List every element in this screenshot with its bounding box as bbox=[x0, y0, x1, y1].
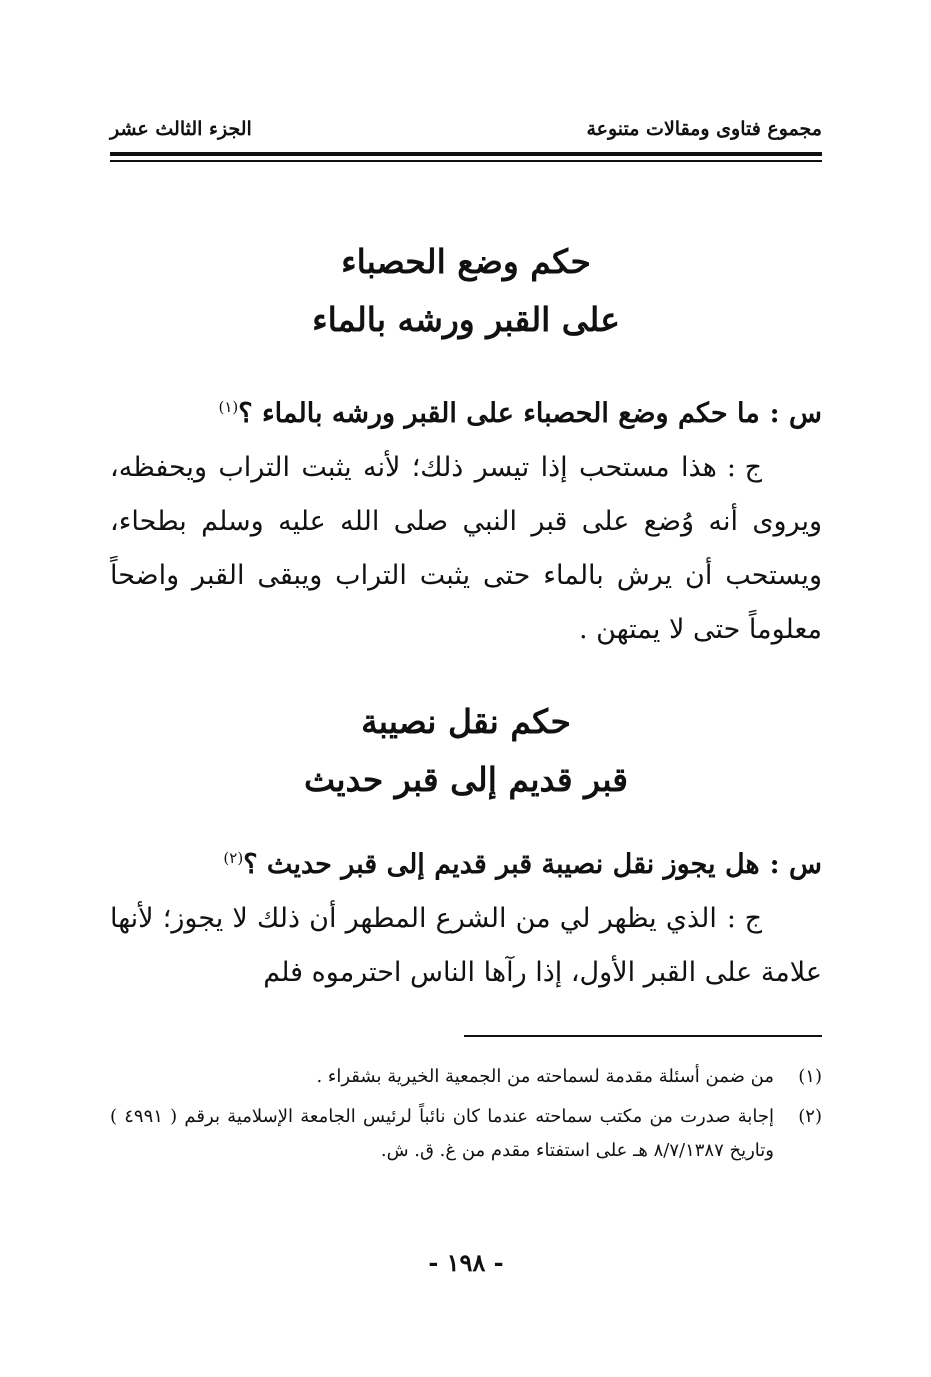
answer-label: ج : bbox=[726, 903, 762, 934]
question-text: هل يجوز نقل نصيبة قبر قديم إلى قبر حديث ؟ bbox=[243, 849, 760, 880]
section-heading bbox=[110, 693, 822, 809]
footnotes bbox=[110, 1060, 822, 1174]
heading-line: قبر قديم إلى قبر حديث bbox=[303, 760, 629, 799]
book-page bbox=[110, 100, 822, 1360]
answer bbox=[110, 892, 822, 1000]
footnote-number: (٢) bbox=[798, 1106, 822, 1127]
header-rule-thick bbox=[110, 152, 822, 156]
footnote-number: (١) bbox=[798, 1066, 822, 1087]
heading-line: حكم وضع الحصباء bbox=[341, 242, 591, 281]
footnote-marker: (٢) bbox=[223, 849, 244, 867]
footnote-separator bbox=[464, 1035, 822, 1037]
question-answer-block bbox=[110, 838, 822, 1000]
answer bbox=[110, 441, 822, 657]
footnote bbox=[110, 1100, 822, 1168]
answer-label: ج : bbox=[726, 452, 762, 483]
footnote-text: من ضمن أسئلة مقدمة لسماحته من الجمعية الخيرية بشقراء . bbox=[316, 1066, 774, 1087]
footnote-text: إجابة صدرت من مكتب سماحته عندما كان نائباً لرئيس الجامعة الإسلامية برقم ( ٤٩٩١ ) وتاريخ ٨/٧/١٣٨٧ هـ على استفتاء مقدم من غ. ق. ش. bbox=[110, 1106, 774, 1161]
question-label: س : bbox=[769, 398, 822, 429]
section-heading bbox=[110, 233, 822, 349]
running-head bbox=[110, 118, 822, 148]
question-text: ما حكم وضع الحصباء على القبر ورشه بالماء ؟ bbox=[238, 398, 760, 429]
question-answer-block bbox=[110, 387, 822, 657]
footnote bbox=[110, 1060, 822, 1094]
book-title: مجموع فتاوى ومقالات متنوعة bbox=[586, 118, 822, 140]
footnote-marker: (١) bbox=[218, 398, 239, 416]
question-label: س : bbox=[769, 849, 822, 880]
question bbox=[110, 838, 822, 892]
header-rule-thin bbox=[110, 160, 822, 162]
volume-label: الجزء الثالث عشر bbox=[110, 118, 252, 140]
question bbox=[110, 387, 822, 441]
heading-line: على القبر ورشه بالماء bbox=[312, 300, 620, 339]
answer-text: هذا مستحب إذا تيسر ذلك؛ لأنه يثبت التراب ويحفظه، ويروى أنه وُضع على قبر النبي صلى الله عليه وسلم بطحاء، ويستحب أن يرش بالماء حتى يثبت التراب ويبقى القبر واضحاً معلوماً حتى لا يمتهن . bbox=[110, 452, 822, 645]
answer-text: الذي يظهر لي من الشرع المطهر أن ذلك لا يجوز؛ لأنها علامة على القبر الأول، إذا رآها الناس احترموه فلم bbox=[110, 903, 822, 988]
page-number: - ١٩٨ - bbox=[428, 1248, 504, 1277]
heading-line: حكم نقل نصيبة bbox=[361, 702, 571, 741]
